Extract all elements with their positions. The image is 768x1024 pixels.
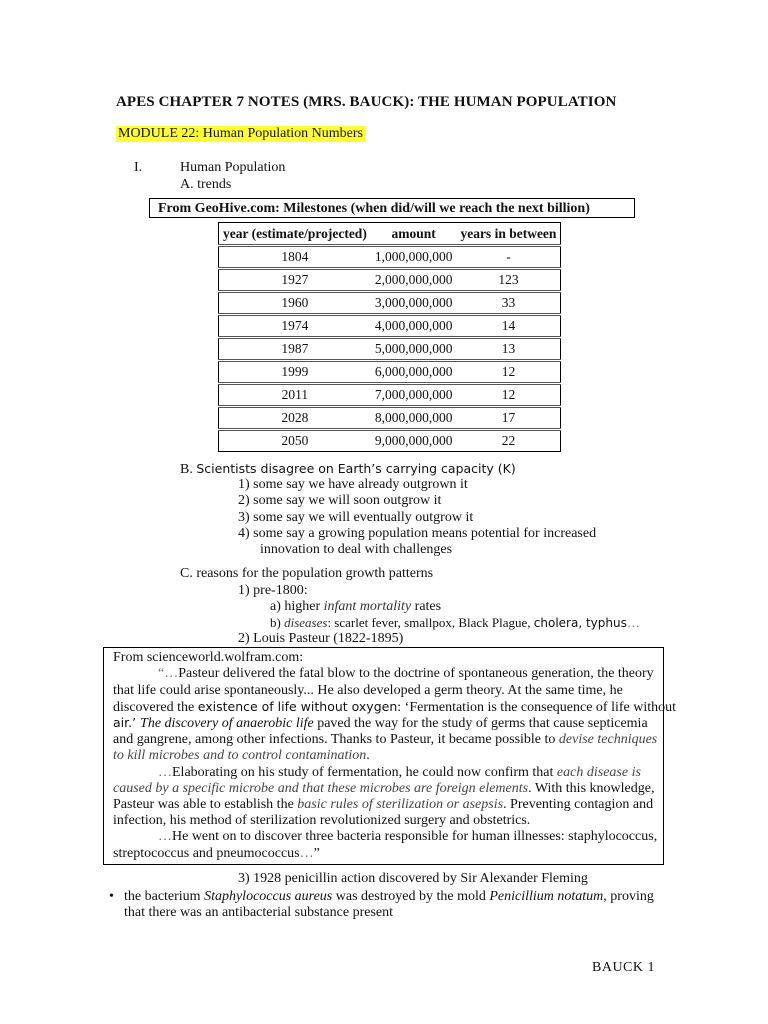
table-row	[219, 430, 561, 452]
list-item: 4) some say a growing population means potential for increased	[238, 526, 597, 541]
table-cell: 14	[456, 315, 560, 338]
text-span: . Preventing contagion and	[503, 797, 654, 812]
emphasis-text: Penicillium notatum	[489, 889, 604, 904]
text-span: the bacterium	[124, 889, 205, 904]
quote-line	[113, 699, 676, 716]
table-row	[219, 338, 561, 361]
column-header: amount	[391, 225, 436, 241]
table-cell: 7,000,000,000	[371, 384, 457, 407]
bullet-text	[124, 889, 654, 905]
text-span: streptococcus and pneumococcus	[113, 846, 300, 861]
table-row	[219, 269, 561, 292]
table-cell: 5,000,000,000	[371, 338, 457, 361]
table-cell: 9,000,000,000	[371, 430, 457, 452]
page-footer: BAUCK 1	[592, 960, 656, 975]
table-header-row	[219, 223, 561, 246]
subsection-b	[180, 461, 516, 478]
table-cell: -	[456, 246, 560, 269]
list-item: 3) some say we will eventually outgrow it	[238, 510, 474, 525]
table-cell: 22	[456, 430, 560, 452]
table-cell: 3,000,000,000	[371, 292, 457, 315]
emphasis-text: infant mortality	[323, 599, 412, 614]
section-heading: Human Population	[180, 160, 286, 175]
quote-line	[113, 846, 320, 862]
text-span: …	[299, 846, 314, 861]
table-row	[219, 246, 561, 269]
text-span: He went on to discover three bacteria responsible for human illnesses: staphylococcus,	[172, 829, 658, 844]
text-span: ”	[313, 846, 320, 861]
bullet-icon: •	[109, 889, 114, 904]
column-header: year (estimate/projected)	[223, 225, 367, 241]
text-span: …	[158, 765, 172, 780]
table-cell: 1974	[219, 315, 371, 338]
bullet-text-continued: that there was an antibacterial substance present	[124, 905, 393, 920]
text-span: .	[366, 748, 370, 763]
module-heading: MODULE 22: Human Population Numbers	[118, 126, 363, 141]
list-item	[270, 599, 441, 615]
quote-line	[158, 666, 654, 682]
text-span: Elaborating on his study of fermentation, he could now confirm that	[172, 765, 557, 780]
emphasis-text: caused by a specific microbe and that these microbes are foreign elements	[113, 781, 529, 796]
table-cell: 13	[456, 338, 560, 361]
text-span: and gangrene, among other infections. Thanks to Pasteur, it became possible to	[113, 732, 559, 747]
section-number: I.	[134, 160, 143, 175]
table-cell: 1,000,000,000	[371, 246, 457, 269]
column-header: years in between	[460, 225, 557, 241]
text-span: a) higher	[270, 599, 324, 614]
table-cell: 6,000,000,000	[371, 361, 457, 384]
text-span: , proving	[603, 889, 654, 904]
document-title: APES CHAPTER 7 NOTES (MRS. BAUCK): THE HUMAN POPULATION	[116, 94, 617, 110]
table-cell: 1999	[219, 361, 371, 384]
table-cell: 1987	[219, 338, 371, 361]
table-row	[219, 315, 561, 338]
emphasis-text: basic rules of sterilization or asepsis	[297, 797, 504, 812]
text-span: Pasteur was able to establish the	[113, 797, 298, 812]
list-item: 1) pre-1800:	[238, 583, 308, 598]
text-span: air.’	[113, 715, 141, 730]
list-item: 1) some say we have already outgrown it	[238, 477, 468, 492]
subsection-letter: B.	[180, 462, 193, 477]
table-cell: 1960	[219, 292, 371, 315]
table-title: From GeoHive.com: Milestones (when did/will we reach the next billion)	[149, 198, 635, 218]
text-span: …	[626, 615, 640, 630]
table-cell: 2028	[219, 407, 371, 430]
text-span: discovered the	[113, 700, 198, 715]
table-cell: 2050	[219, 430, 371, 452]
text-span: : ‘Fermentation is the consequence of life without	[397, 700, 677, 715]
quote-line: that life could arise spontaneously... He also developed a germ theory. At the same time, he	[113, 683, 623, 698]
text-span: . With this knowledge,	[528, 781, 655, 796]
list-item: 2) some say we will soon outgrow it	[238, 493, 442, 508]
text-span: existence of life without oxygen	[197, 699, 398, 714]
table-cell: 12	[456, 384, 560, 407]
table-cell: 1804	[219, 246, 371, 269]
table-row	[219, 407, 561, 430]
table-row	[219, 292, 561, 315]
emphasis-text: diseases	[284, 615, 328, 630]
quote-line	[113, 732, 657, 748]
quote-line	[113, 715, 648, 732]
emphasis-text: The discovery of anaerobic life	[140, 716, 314, 731]
quote-line	[113, 781, 654, 797]
text-span: was destroyed by the mold	[332, 889, 490, 904]
emphasis-text: to kill microbes and to control contamination	[113, 748, 367, 763]
text-span: Pasteur delivered the fatal blow to the doctrine of spontaneous generation, the theory	[178, 666, 654, 681]
text-span: paved the way for the study of germs that cause septicemia	[313, 716, 648, 731]
emphasis-text: each disease is	[556, 765, 641, 780]
table-cell: 17	[456, 407, 560, 430]
subsection-trends: A. trends	[180, 177, 232, 192]
table-cell: 12	[456, 361, 560, 384]
subsection-c: C. reasons for the population growth patterns	[180, 566, 434, 581]
quote-source: From scienceworld.wolfram.com:	[113, 650, 304, 665]
text-span: “…	[158, 666, 179, 681]
table-cell: 123	[456, 269, 560, 292]
emphasis-text: Staphylococcus aureus	[204, 889, 333, 904]
table-cell: 2,000,000,000	[371, 269, 457, 292]
list-item	[270, 615, 640, 631]
text-span: cholera, typhus	[533, 616, 627, 630]
table-cell: 4,000,000,000	[371, 315, 457, 338]
quote-line	[158, 829, 657, 845]
list-item: 2) Louis Pasteur (1822-1895)	[238, 631, 404, 646]
table-cell: 2011	[219, 384, 371, 407]
table-row	[219, 361, 561, 384]
list-item-continued: innovation to deal with challenges	[260, 542, 453, 557]
table-row	[219, 384, 561, 407]
text-span: …	[158, 829, 172, 844]
text-span: b)	[270, 615, 285, 630]
text-span: : scarlet fever, smallpox, Black Plague,	[327, 615, 534, 630]
quote-line	[113, 748, 370, 764]
milestones-table	[218, 222, 561, 452]
table-cell: 33	[456, 292, 560, 315]
table-cell: 1927	[219, 269, 371, 292]
text-span: rates	[411, 599, 442, 614]
quote-line	[158, 765, 641, 781]
emphasis-text: devise techniques	[558, 732, 658, 747]
quote-line	[113, 797, 653, 813]
quote-line: infection, his method of sterilization revolutionized surgery and obstetrics.	[113, 813, 531, 828]
list-item: 3) 1928 penicillin action discovered by Sir Alexander Fleming	[238, 871, 588, 886]
subsection-b-text: Scientists disagree on Earth’s carrying capacity (K)	[196, 461, 516, 476]
table-cell: 8,000,000,000	[371, 407, 457, 430]
